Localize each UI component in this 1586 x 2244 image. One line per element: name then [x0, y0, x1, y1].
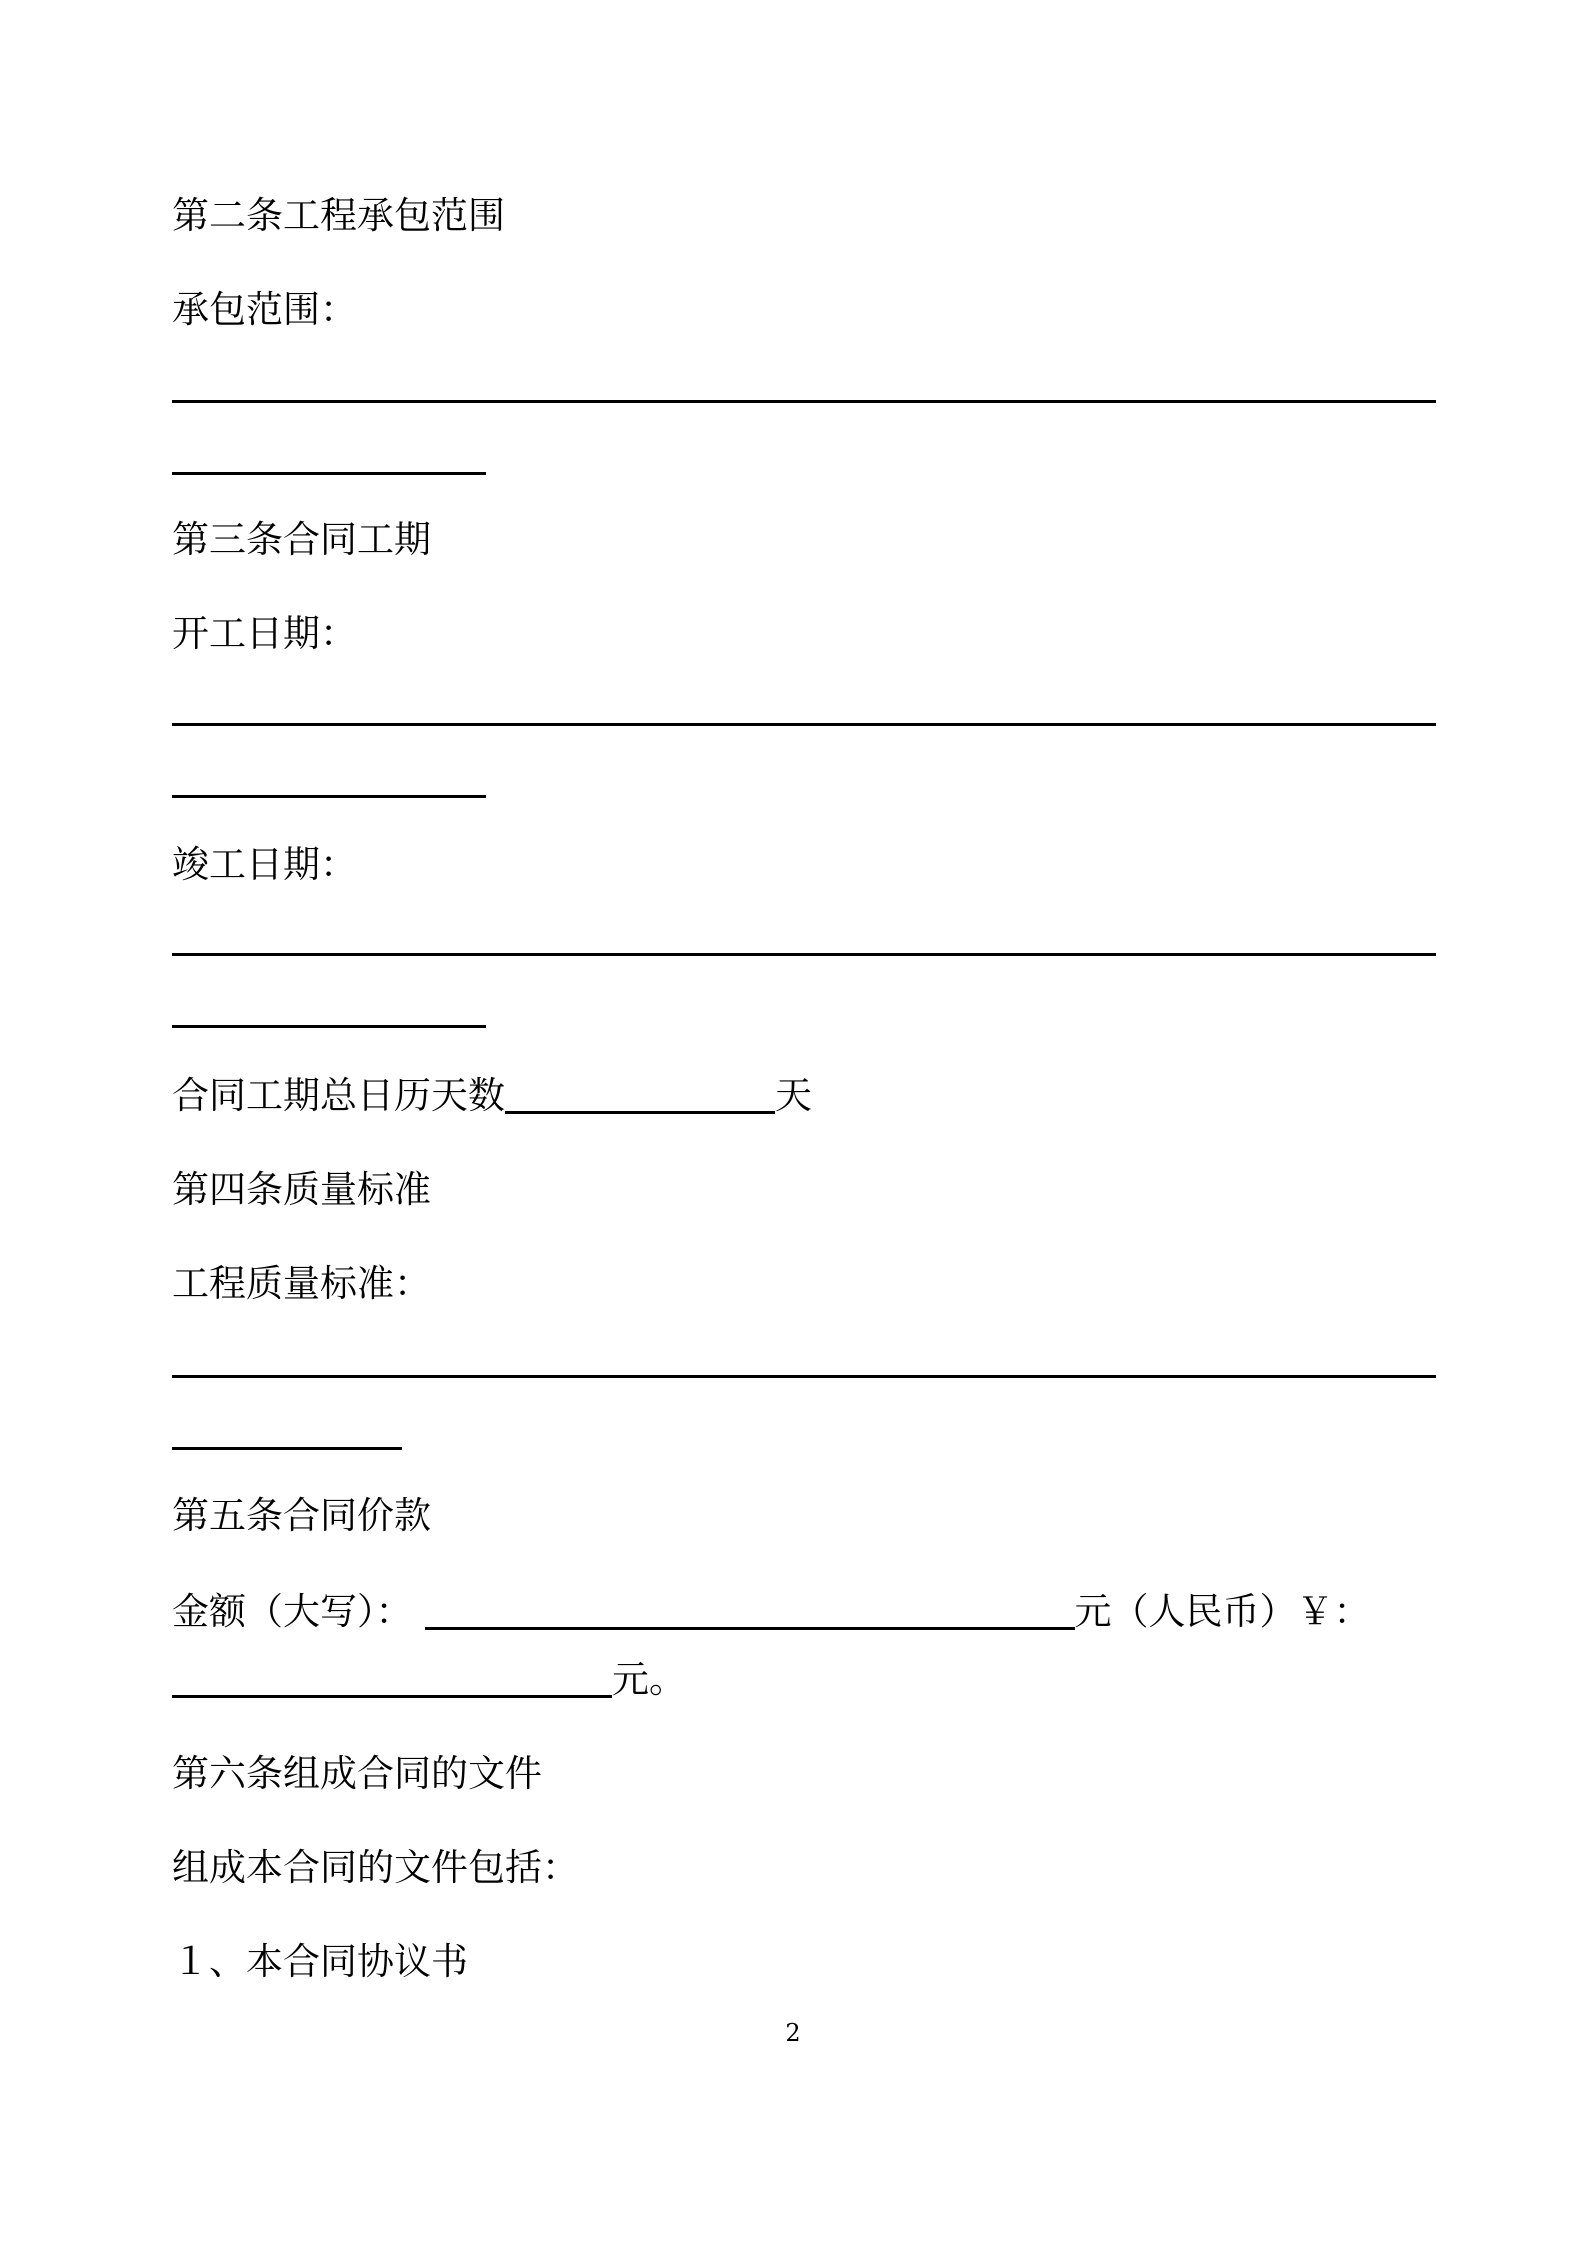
scope-blank-line-1[interactable]: [172, 400, 1436, 403]
days-unit: 天: [775, 1074, 812, 1117]
amount-figures-row: [172, 1658, 686, 1702]
article5-heading: 第五条合同价款: [172, 1494, 431, 1537]
end-date-label: 竣工日期：: [172, 843, 357, 886]
start-date-blank-line-2[interactable]: [172, 795, 486, 798]
quality-blank-line-1[interactable]: [172, 1375, 1436, 1378]
total-days-row: [172, 1074, 812, 1118]
total-days-blank[interactable]: [505, 1111, 775, 1114]
amount-words-blank[interactable]: [425, 1627, 1075, 1630]
scope-blank-line-2[interactable]: [172, 472, 486, 475]
page-number: 2: [785, 2019, 801, 2047]
article6-heading: 第六条组成合同的文件: [172, 1752, 542, 1795]
contract-docs-intro: 组成本合同的文件包括：: [172, 1846, 579, 1889]
amount-words-label: 金额（大写）：: [172, 1590, 413, 1633]
article2-heading: 第二条工程承包范围: [172, 194, 505, 237]
article3-heading: 第三条合同工期: [172, 518, 431, 561]
quality-blank-line-2[interactable]: [172, 1447, 402, 1450]
yuan-end: 元。: [612, 1658, 686, 1701]
total-days-label: 合同工期总日历天数: [172, 1074, 505, 1117]
quality-label: 工程质量标准：: [172, 1262, 431, 1305]
end-date-blank-line-1[interactable]: [172, 953, 1436, 956]
end-date-blank-line-2[interactable]: [172, 1025, 486, 1028]
contract-docs-item-1: １、本合同协议书: [172, 1940, 468, 1983]
scope-label: 承包范围：: [172, 288, 357, 331]
start-date-blank-line-1[interactable]: [172, 723, 1436, 726]
yuan-rmb-label: 元（人民币）￥：: [1074, 1590, 1371, 1633]
start-date-label: 开工日期：: [172, 612, 357, 655]
amount-row: [172, 1590, 1371, 1634]
amount-figures-blank[interactable]: [172, 1695, 612, 1698]
article4-heading: 第四条质量标准: [172, 1168, 431, 1211]
